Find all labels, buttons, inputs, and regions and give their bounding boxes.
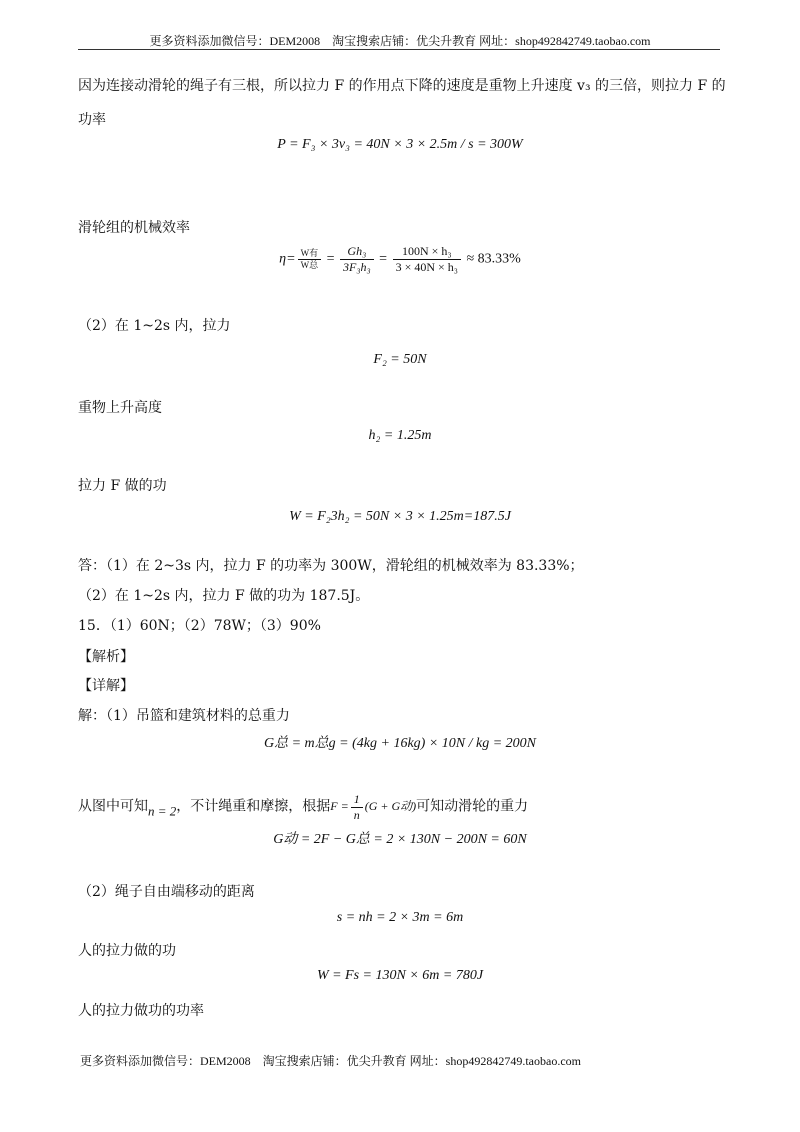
- eff-den1: W总: [300, 260, 319, 270]
- text-line: 人的拉力做功的功率: [78, 1003, 204, 1019]
- formula-work2: W = Fs = 130N × 6m = 780J: [316, 968, 484, 983]
- eff-den3: 3 × 40N × h₃: [395, 260, 458, 274]
- text-line: 15．（1）60N；（2）78W；（3）90%: [78, 618, 321, 634]
- formula-efficiency: η= $\frac{\text{W有}}{\text{W总}}$ = $\frac{\text{Gh₃}}{\text{3F₃h₃}}$ = $\frac{\text{100N × h₃}}{\text{3 × 40N × h₃}}$ ≈ 83.33%: [279, 244, 521, 274]
- formula-gdyn: G动 = 2F − G总 = 2 × 130N − 200N = 60N: [273, 832, 527, 847]
- text-line: 功率: [78, 112, 106, 128]
- text-line: 重物上升高度: [78, 400, 162, 416]
- text-part: ，不计绳重和摩擦，根据: [176, 798, 331, 815]
- text-part: 从图中可知: [78, 798, 148, 815]
- text-line: [78, 792, 528, 823]
- formula-force2: F₂ = 50N: [373, 352, 427, 367]
- eff-result: ≈ 83.33%: [466, 251, 521, 267]
- header-rule: [78, 49, 720, 50]
- fraction: [340, 244, 374, 275]
- formula-power: P = F₃ × 3v₃ = 40N × 3 × 2.5m / s = 300W: [277, 137, 523, 152]
- text-line: 【解析】: [78, 649, 134, 665]
- text-part: 可知动滑轮的重力: [416, 798, 529, 815]
- text-line: 因为连接动滑轮的绳子有三根，所以拉力 F 的作用点下降的速度是重物上升速度 v₃ 的三倍，则拉力 F 的: [78, 78, 726, 94]
- formula-work: W = F₂3h₂ = 50N × 3 × 1.25m=187.5J: [289, 509, 511, 524]
- text-line: （2）在 1~2s 内，拉力 F 做的功为 187.5J。: [78, 588, 370, 604]
- text-line: 答：（1）在 2~3s 内，拉力 F 的功率为 300W，滑轮组的机械效率为 83.33%；: [78, 558, 584, 574]
- f-rhs: (G + G动): [364, 799, 417, 814]
- formula-height2: h₂ = 1.25m: [368, 428, 432, 443]
- page-footer: 更多资料添加微信号：DEM2008 淘宝搜索店铺：优尖升教育 网址：shop492842749.taobao.com: [80, 1054, 581, 1068]
- fraction: [393, 244, 461, 275]
- text-line: 拉力 F 做的功: [78, 478, 167, 494]
- formula-gtotal: G总 = m总g = (4kg + 16kg) × 10N / kg = 200N: [264, 736, 536, 751]
- text-line: （2）在 1~2s 内，拉力: [78, 318, 231, 334]
- eff-num2: Gh₃: [340, 244, 374, 260]
- eff-num1: W有: [298, 248, 322, 260]
- eff-lhs: η=: [279, 251, 296, 267]
- text-line: 解：（1）吊篮和建筑材料的总重力: [78, 708, 290, 724]
- formula-n: n = 2: [148, 803, 177, 819]
- text-line: 滑轮组的机械效率: [78, 220, 190, 236]
- eff-den2: 3F₃h₃: [342, 260, 371, 274]
- formula-f: [330, 792, 417, 822]
- page-header: 更多资料添加微信号：DEM2008 淘宝搜索店铺：优尖升教育 网址：shop492842749.taobao.com: [149, 34, 651, 48]
- text-line: 人的拉力做的功: [78, 943, 176, 959]
- formula-distance: s = nh = 2 × 3m = 6m: [336, 910, 464, 925]
- fraction: [351, 792, 363, 823]
- eff-num3: 100N × h₃: [393, 244, 461, 260]
- fraction: [298, 248, 322, 272]
- text-line: 【详解】: [78, 678, 134, 694]
- f-lhs: F =: [330, 799, 349, 814]
- f-num: 1: [351, 792, 363, 808]
- text-line: （2）绳子自由端移动的距离: [78, 884, 255, 900]
- f-den: n: [353, 808, 360, 822]
